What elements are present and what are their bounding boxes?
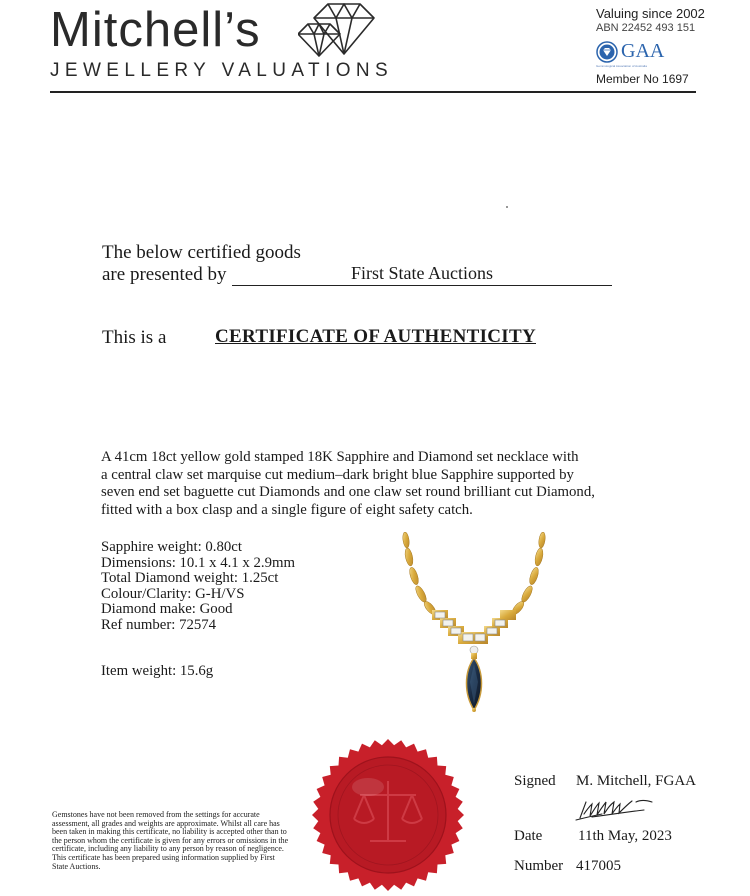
member-number: Member No 1697 xyxy=(596,72,689,86)
certificate-title: CERTIFICATE OF AUTHENTICITY xyxy=(215,326,536,347)
gaa-emblem-icon xyxy=(596,41,618,63)
certificate-number: 417005 xyxy=(576,858,621,874)
spec-line: Total Diamond weight: 1.25ct xyxy=(101,570,279,586)
red-wax-seal xyxy=(310,737,466,893)
spec-line: Dimensions: 10.1 x 4.1 x 2.9mm xyxy=(101,554,296,571)
diamond-logo-icon xyxy=(298,2,378,58)
spec-line: Colour/Clarity: G-H/VS xyxy=(101,585,245,602)
intro-line-1: The below certified goods xyxy=(102,242,301,263)
signer-name: M. Mitchell, FGAA xyxy=(576,773,696,789)
gaa-logo xyxy=(596,40,705,63)
description-line: fitted with a box clasp and a single figure of eight safety catch. xyxy=(101,501,473,518)
item-description xyxy=(101,449,621,519)
description-line: A 41cm 18ct yellow gold stamped 18K Sapphire and Diamond set necklace with xyxy=(101,449,579,465)
certificate-date: 11th May, 2023 xyxy=(578,828,672,844)
abn-number: ABN 22452 493 151 xyxy=(596,22,696,34)
spec-line: Sapphire weight: 0.80ct xyxy=(101,539,242,555)
certificate-prefix: This is a xyxy=(102,327,167,348)
seal-highlight xyxy=(352,778,384,796)
signed-label: Signed xyxy=(514,773,556,789)
gaa-label: GAA xyxy=(621,40,665,62)
speck xyxy=(506,206,508,208)
intro-line-2: are presented by xyxy=(102,264,227,285)
header-right-block xyxy=(596,6,705,86)
spec-line: Ref number: 72574 xyxy=(101,616,217,633)
presenter-name: First State Auctions xyxy=(232,263,612,286)
brand-name: Mitchell’s xyxy=(50,3,261,57)
specifications xyxy=(101,540,295,633)
necklace-photo xyxy=(396,532,556,718)
item-weight: Item weight: 15.6g xyxy=(101,663,214,679)
member-underline xyxy=(596,91,696,93)
description-line: seven end set baguette cut Diamonds and one claw set round brilliant cut Diamond, xyxy=(101,484,595,501)
gaa-caption: Gemmological Association of Australia xyxy=(596,64,647,68)
valuing-since: Valuing since 2002 xyxy=(596,6,705,21)
date-label: Date xyxy=(514,828,543,844)
disclaimer-text: Gemstones have not been removed from the settings for accurate assessment, all grades and weights are approximate. Whilst all care has been taken in making this certificate, no liability is accepted other than to the person whom the certificate is given for any errors or omissions in the certificate, including any liability to any person by reason of negligence. This certificate has been prepared using information supplied by First State Auctions. xyxy=(52,810,289,871)
spec-line: Diamond make: Good xyxy=(101,601,233,617)
handwritten-signature xyxy=(572,796,662,826)
brand-subtitle: JEWELLERY VALUATIONS xyxy=(50,60,394,81)
description-line: a central claw set marquise cut medium–dark bright blue Sapphire supported by xyxy=(101,466,574,483)
number-label: Number xyxy=(514,858,564,874)
